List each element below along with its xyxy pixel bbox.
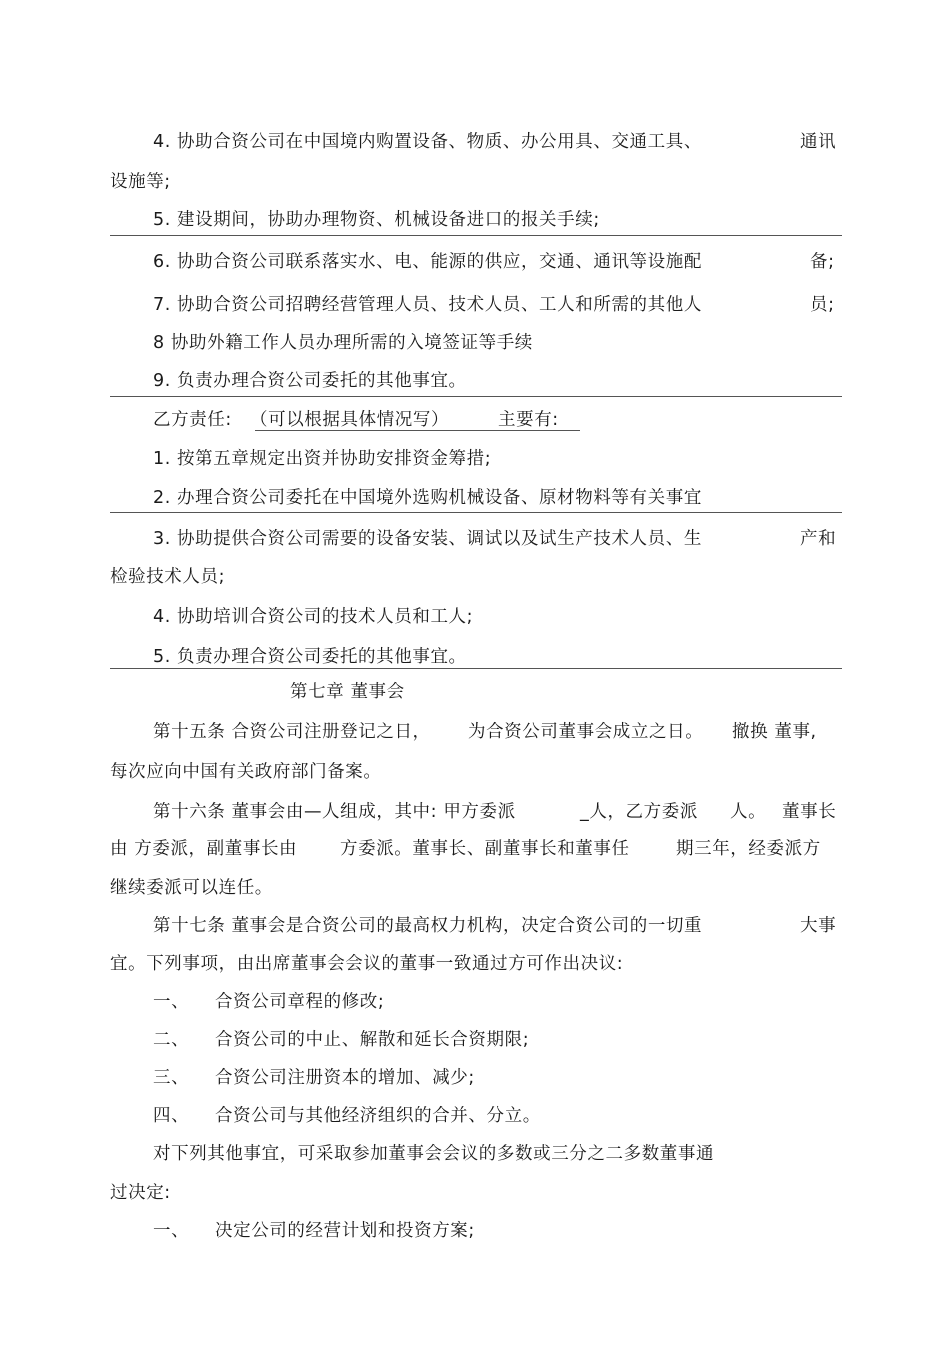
underline	[255, 430, 580, 431]
text-line: 第十七条 董事会是合资公司的最高权力机构，决定合资公司的一切重	[153, 916, 703, 936]
list-item: 合资公司注册资本的增加、减少;	[215, 1068, 475, 1088]
chapter-heading: 第七章 董事会	[290, 682, 405, 702]
list-marker: 二、	[153, 1030, 190, 1050]
text-line: 1. 按第五章规定出资并协助安排资金筹措;	[153, 449, 492, 469]
list-item: 决定公司的经营计划和投资方案;	[215, 1221, 475, 1241]
text-line: 5. 负责办理合资公司委托的其他事宜。	[153, 647, 467, 667]
text-line: 由 方委派，副董事长由	[110, 839, 298, 859]
text-line: 过决定:	[110, 1183, 171, 1203]
list-marker: 一、	[153, 1221, 190, 1241]
text-line: 3. 协助提供合资公司需要的设备安装、调试以及试生产技术人员、生	[153, 529, 702, 549]
text-line: 第十六条 董事会由—人组成，其中: 甲方委派	[153, 802, 516, 822]
text-line: 9. 负责办理合资公司委托的其他事宜。	[153, 371, 467, 391]
text-line: 每次应向中国有关政府部门备案。	[110, 762, 382, 782]
text-line: 大事	[800, 916, 837, 936]
text-line: 2. 办理合资公司委托在中国境外选购机械设备、原材物料等有关事宜	[153, 488, 702, 508]
text-line: 董事长	[782, 802, 837, 822]
text-line: 检验技术人员;	[110, 567, 226, 587]
text-line: 宜。下列事项，由出席董事会会议的董事一致通过方可作出决议:	[110, 954, 624, 974]
text-line: （可以根据具体情况写）	[250, 410, 450, 430]
text-line: 人。	[730, 802, 767, 822]
text-line: 6. 协助合资公司联系落实水、电、能源的供应，交通、通讯等设施配	[153, 252, 702, 272]
text-line: 设施等;	[110, 172, 171, 192]
text-line: 期三年，经委派方	[676, 839, 821, 859]
text-line: 员;	[810, 295, 835, 315]
text-line: 通讯	[800, 132, 837, 152]
text-line: 对下列其他事宜，可采取参加董事会会议的多数或三分之二多数董事通	[153, 1144, 715, 1164]
text-line: 为合资公司董事会成立之日。	[468, 722, 704, 742]
text-line: 7. 协助合资公司招聘经营管理人员、技术人员、工人和所需的其他人	[153, 295, 702, 315]
text-line: 继续委派可以连任。	[110, 878, 273, 898]
list-item: 合资公司章程的修改;	[215, 992, 385, 1012]
divider	[110, 235, 842, 236]
text-line: 5. 建设期间，协助办理物资、机械设备进口的报关手续;	[153, 210, 600, 230]
list-marker: 三、	[153, 1068, 190, 1088]
list-item: 合资公司与其他经济组织的合并、分立。	[215, 1106, 541, 1126]
divider	[110, 396, 842, 397]
text-line: 第十五条 合资公司注册登记之日，	[153, 722, 431, 742]
text-line: _人，乙方委派	[580, 802, 698, 822]
text-line: 方委派。董事长、副董事长和董事任	[340, 839, 630, 859]
divider	[110, 512, 842, 513]
text-line: 撤换 董事,	[732, 722, 817, 742]
text-line: 8 协助外籍工作人员办理所需的入境签证等手续	[153, 333, 533, 353]
text-line: 主要有:	[498, 410, 559, 430]
text-line: 4. 协助合资公司在中国境内购置设备、物质、办公用具、交通工具、	[153, 132, 702, 152]
text-line: 产和	[800, 529, 837, 549]
list-marker: 四、	[153, 1106, 190, 1126]
list-marker: 一、	[153, 992, 190, 1012]
list-item: 合资公司的中止、解散和延长合资期限;	[215, 1030, 530, 1050]
text-line: 备;	[810, 252, 835, 272]
divider	[110, 668, 842, 669]
text-line: 乙方责任:	[153, 410, 232, 430]
text-line: 4. 协助培训合资公司的技术人员和工人;	[153, 607, 474, 627]
